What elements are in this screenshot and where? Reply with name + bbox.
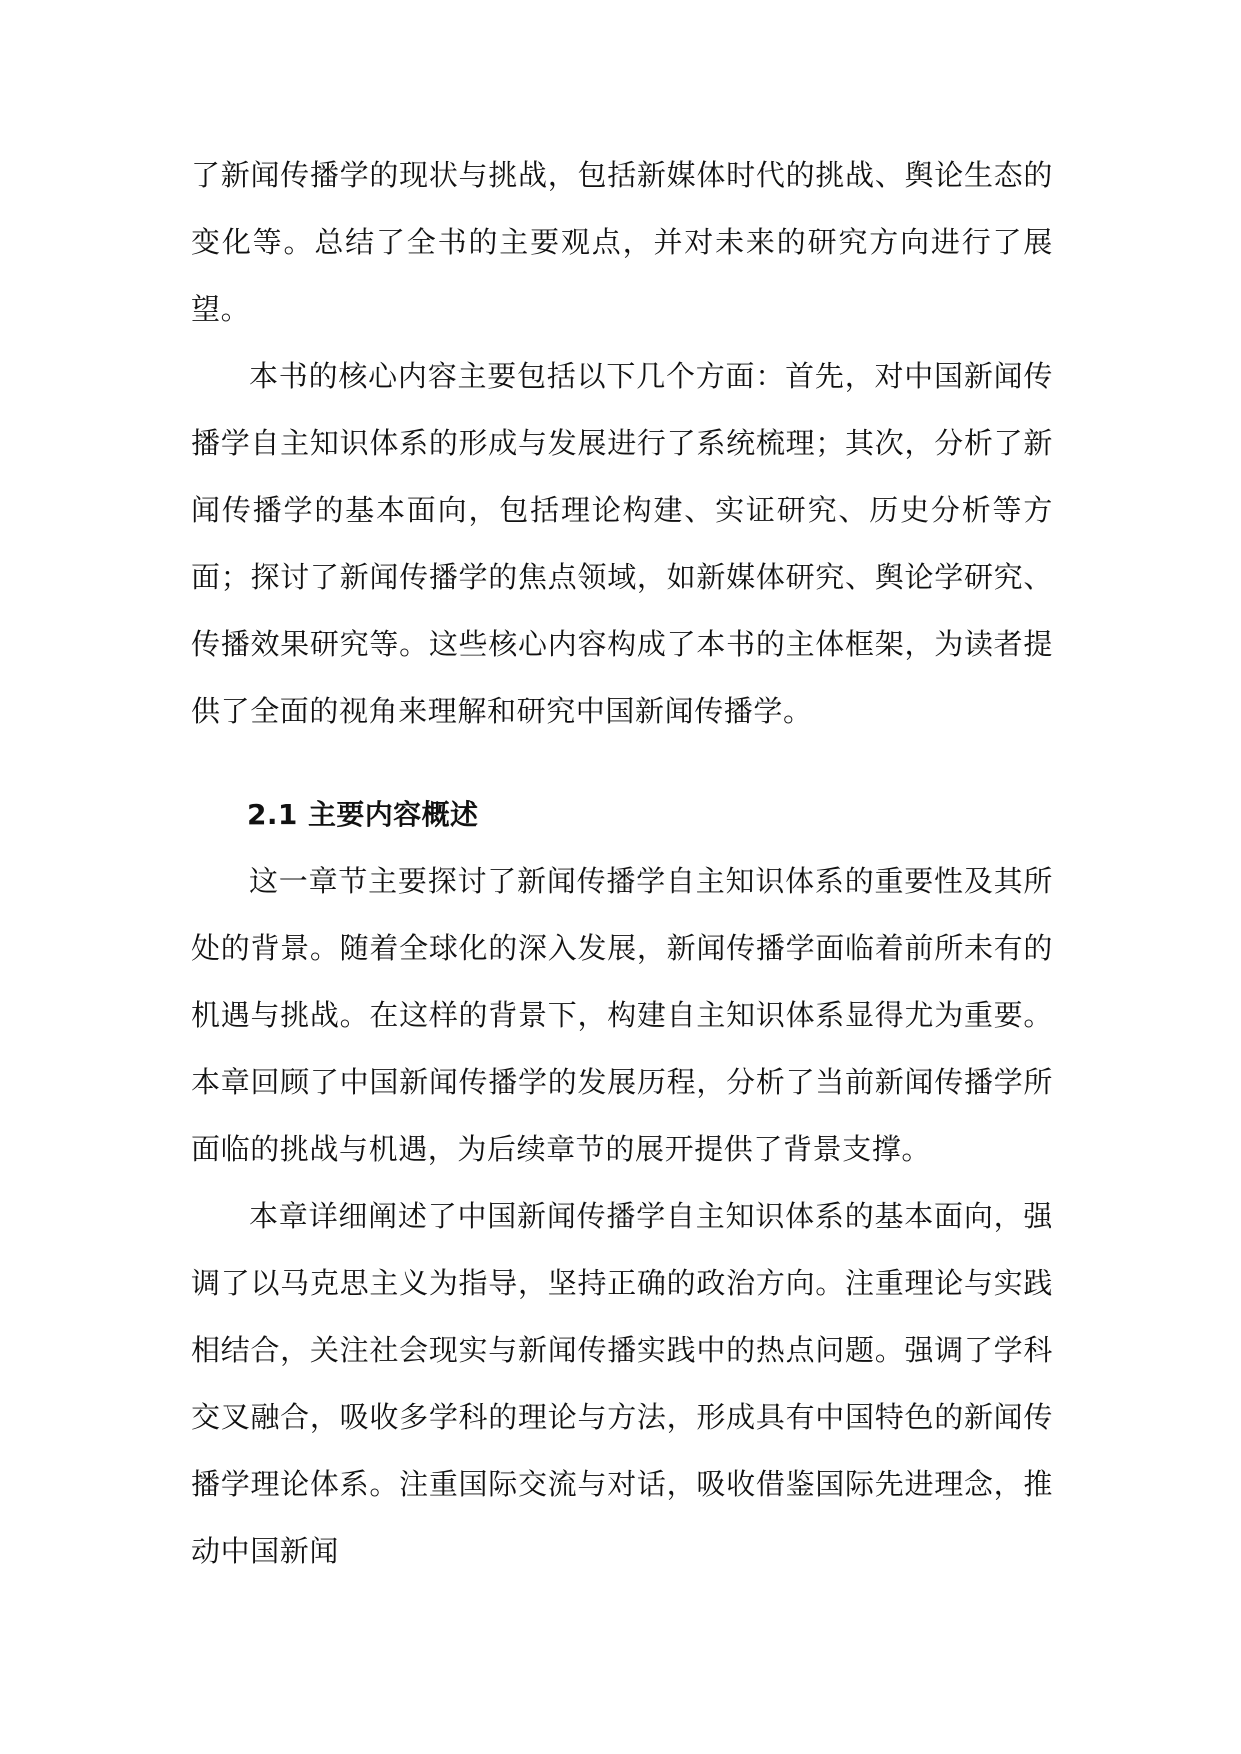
paragraph-continuation: 了新闻传播学的现状与挑战，包括新媒体时代的挑战、舆论生态的变化等。总结了全书的主要观点，并对未来的研究方向进行了展望。: [191, 158, 1053, 326]
paragraph-core-content: 本书的核心内容主要包括以下几个方面：首先，对中国新闻传播学自主知识体系的形成与发展进行了系统梳理；其次，分析了新闻传播学的基本面向，包括理论构建、实证研究、历史分析等方面；探讨了新闻传播学的焦点领域，如新媒体研究、舆论学研究、传播效果研究等。这些核心内容构成了本书的主体框架，为读者提供了全面的视角来理解和研究中国新闻传播学。: [191, 359, 1053, 728]
page-body: [191, 142, 1053, 1585]
section-heading: [191, 781, 1053, 848]
section-title: 主要内容概述: [307, 798, 479, 831]
section-number: 2.1: [247, 798, 298, 831]
paragraph-basic-orientation: 本章详细阐述了中国新闻传播学自主知识体系的基本面向，强调了以马克思主义为指导，坚持正确的政治方向。注重理论与实践相结合，关注社会现实与新闻传播实践中的热点问题。强调了学科交叉融合，吸收多学科的理论与方法，形成具有中国特色的新闻传播学理论体系。注重国际交流与对话，吸收借鉴国际先进理念，推动中国新闻: [191, 1199, 1053, 1568]
paragraph-chapter-background: 这一章节主要探讨了新闻传播学自主知识体系的重要性及其所处的背景。随着全球化的深入发展，新闻传播学面临着前所未有的机遇与挑战。在这样的背景下，构建自主知识体系显得尤为重要。本章回顾了中国新闻传播学的发展历程，分析了当前新闻传播学所面临的挑战与机遇，为后续章节的展开提供了背景支撑。: [191, 864, 1053, 1166]
